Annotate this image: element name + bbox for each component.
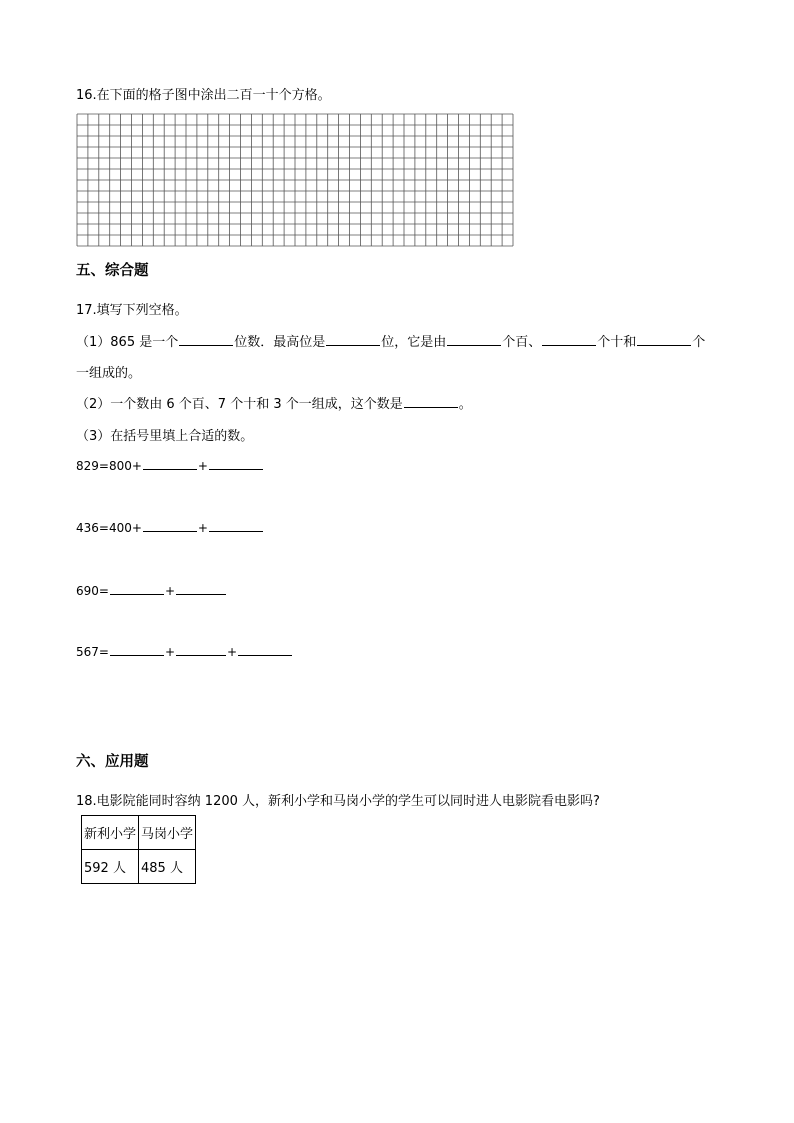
answer-blank[interactable]	[110, 643, 164, 656]
answer-blank[interactable]	[404, 395, 458, 408]
answer-blank[interactable]	[143, 457, 197, 470]
equation-4	[76, 643, 293, 659]
answer-blank[interactable]	[209, 519, 263, 532]
q17-p1-text-d: 个百、	[502, 335, 542, 350]
answer-blank[interactable]	[542, 333, 596, 346]
answer-blank[interactable]	[637, 333, 691, 346]
table-cell: 485 人	[139, 850, 196, 884]
table-cell: 592 人	[82, 850, 139, 884]
equation-3	[76, 582, 227, 598]
answer-blank[interactable]	[179, 333, 233, 346]
section-6-title: 六、应用题	[76, 754, 149, 770]
q17-p1-text-f: 个	[692, 335, 706, 350]
plus-sign: +	[197, 459, 208, 473]
q17-p2-text-b: 。	[458, 397, 472, 412]
plus-sign: +	[227, 645, 238, 659]
section-5-title: 五、综合题	[76, 263, 149, 279]
q17-p1-text-c: 位，它是由	[381, 335, 447, 350]
equation-4-lead: 567=	[76, 645, 109, 659]
answer-blank[interactable]	[326, 333, 380, 346]
plus-sign: +	[164, 584, 176, 598]
equation-1-lead: 829=800+	[76, 459, 142, 473]
school-students-table	[81, 815, 196, 884]
plus-sign: +	[197, 521, 208, 535]
question-17-part-2	[76, 393, 472, 412]
answer-blank[interactable]	[110, 582, 164, 595]
q17-p1-text-g: 一组成的。	[76, 366, 142, 381]
q17-p1-text-e: 个十和	[597, 335, 637, 350]
equation-3-lead: 690=	[76, 584, 109, 598]
answer-blank[interactable]	[447, 333, 501, 346]
plus-sign: +	[164, 645, 176, 659]
q17-p1-text-b: 位数．最高位是	[234, 335, 326, 350]
answer-blank[interactable]	[176, 582, 226, 595]
answer-blank[interactable]	[209, 457, 263, 470]
question-17-part-3: （3）在括号里填上合适的数。	[76, 429, 254, 444]
equation-1	[76, 457, 264, 473]
question-16-text: 16.在下面的格子图中涂出二百一十个方格。	[76, 88, 331, 103]
q17-p2-text-a: （2）一个数由 6 个百、7 个十和 3 个一组成，这个数是	[76, 397, 403, 412]
equation-2-lead: 436=400+	[76, 521, 142, 535]
table-row	[82, 816, 196, 850]
answer-blank[interactable]	[176, 643, 226, 656]
equation-2	[76, 519, 264, 535]
q17-p1-text-a: （1）865 是一个	[76, 335, 179, 350]
table-header-cell: 马岗小学	[139, 816, 196, 850]
answer-blank[interactable]	[143, 519, 197, 532]
table-row	[82, 850, 196, 884]
question-17-part-1	[76, 331, 705, 350]
answer-blank[interactable]	[238, 643, 292, 656]
square-grid[interactable]	[76, 113, 514, 247]
question-18-text: 18.电影院能同时容纳 1200 人，新利小学和马岗小学的学生可以同时进人电影院看电影吗?	[76, 794, 600, 809]
table-header-cell: 新利小学	[82, 816, 139, 850]
question-17-text: 17.填写下列空格。	[76, 303, 188, 318]
